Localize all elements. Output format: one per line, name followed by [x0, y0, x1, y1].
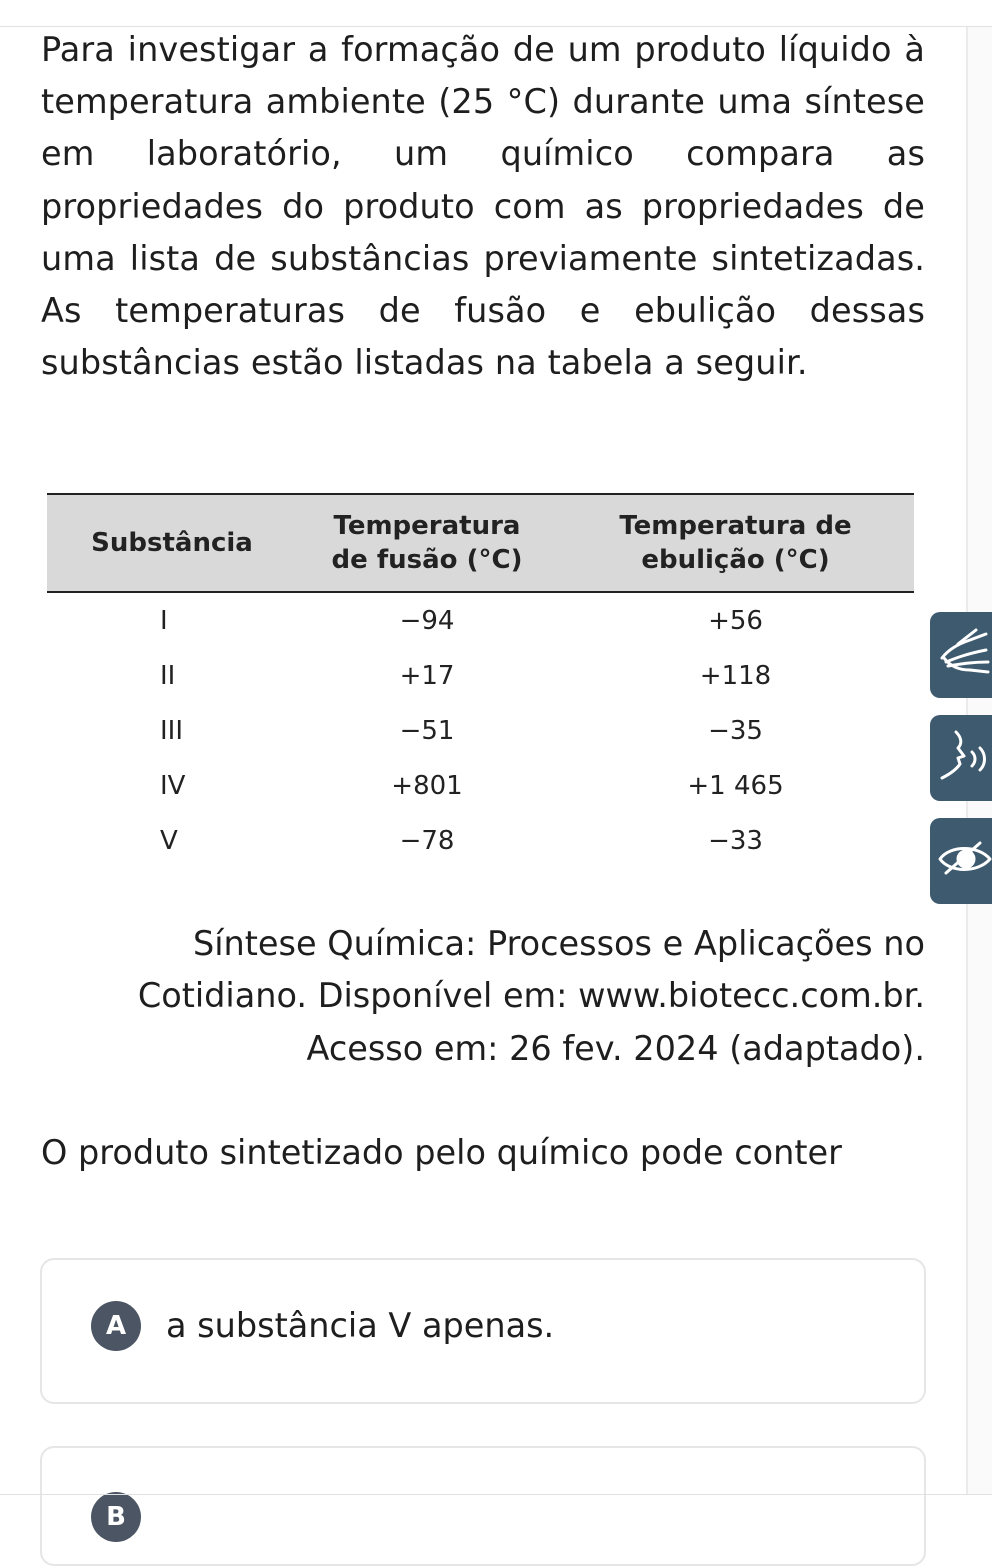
cell-melting: −51 [399, 715, 455, 746]
cell-melting: +801 [391, 770, 463, 801]
header-melting-temp [297, 494, 557, 592]
cell-boiling: +56 [708, 605, 763, 636]
header-melting-line2: de fusão (°C) [331, 545, 523, 575]
low-vision-icon [936, 839, 992, 883]
data-table-container [47, 493, 914, 868]
cell-boiling: +1 465 [687, 770, 784, 801]
table-row [47, 813, 914, 868]
table-header-row [47, 494, 914, 592]
header-melting-line1: Temperatura [333, 511, 521, 541]
option-b-card[interactable] [40, 1446, 926, 1566]
cell-substance: I [160, 605, 168, 636]
header-boiling-temp [557, 494, 914, 592]
cell-substance: III [160, 715, 184, 746]
cell-melting: −94 [399, 605, 455, 636]
cell-melting: −78 [399, 825, 455, 856]
table-row [47, 703, 914, 758]
bottom-divider [0, 1494, 992, 1495]
cell-boiling: −33 [708, 825, 763, 856]
cell-substance: V [160, 825, 178, 856]
question-prompt: O produto sintetizado pelo químico pode conter [41, 1133, 842, 1172]
cell-substance: IV [160, 770, 186, 801]
cell-melting: +17 [399, 660, 455, 691]
audio-speak-icon [936, 726, 992, 790]
header-boiling-line2: ebulição (°C) [641, 545, 830, 575]
cell-boiling: −35 [708, 715, 763, 746]
cell-boiling: +118 [699, 660, 772, 691]
option-letter-badge: A [91, 1301, 141, 1351]
header-boiling-line1: Temperatura de [619, 511, 852, 541]
question-statement: Para investigar a formação de um produto líquido à temperatura ambiente (25 °C) durante uma síntese em laboratório, um químico compara as propriedades do produto com as propriedades de uma lista de substâncias previamente sintetizadas. As temperaturas de fusão e ebulição dessas substâncias estão listadas na tabela a seguir. [41, 30, 925, 383]
option-text: a substância V apenas. [166, 1306, 555, 1345]
source-citation: Síntese Química: Processos e Aplicações no Cotidiano. Disponível em: www.biotecc.com.br. Acesso em: 26 fev. 2024 (adaptado). [137, 924, 925, 1068]
option-letter-badge: B [91, 1492, 141, 1542]
audio-speak-button[interactable] [930, 715, 992, 801]
sign-language-icon [936, 628, 992, 682]
low-vision-button[interactable] [930, 818, 992, 904]
header-substance: Substância [47, 494, 297, 592]
table-row [47, 592, 914, 648]
table-row [47, 648, 914, 703]
table-row [47, 758, 914, 813]
sign-language-button[interactable] [930, 612, 992, 698]
cell-substance: II [160, 660, 176, 691]
substance-table [47, 493, 914, 868]
option-a-card[interactable] [40, 1258, 926, 1404]
